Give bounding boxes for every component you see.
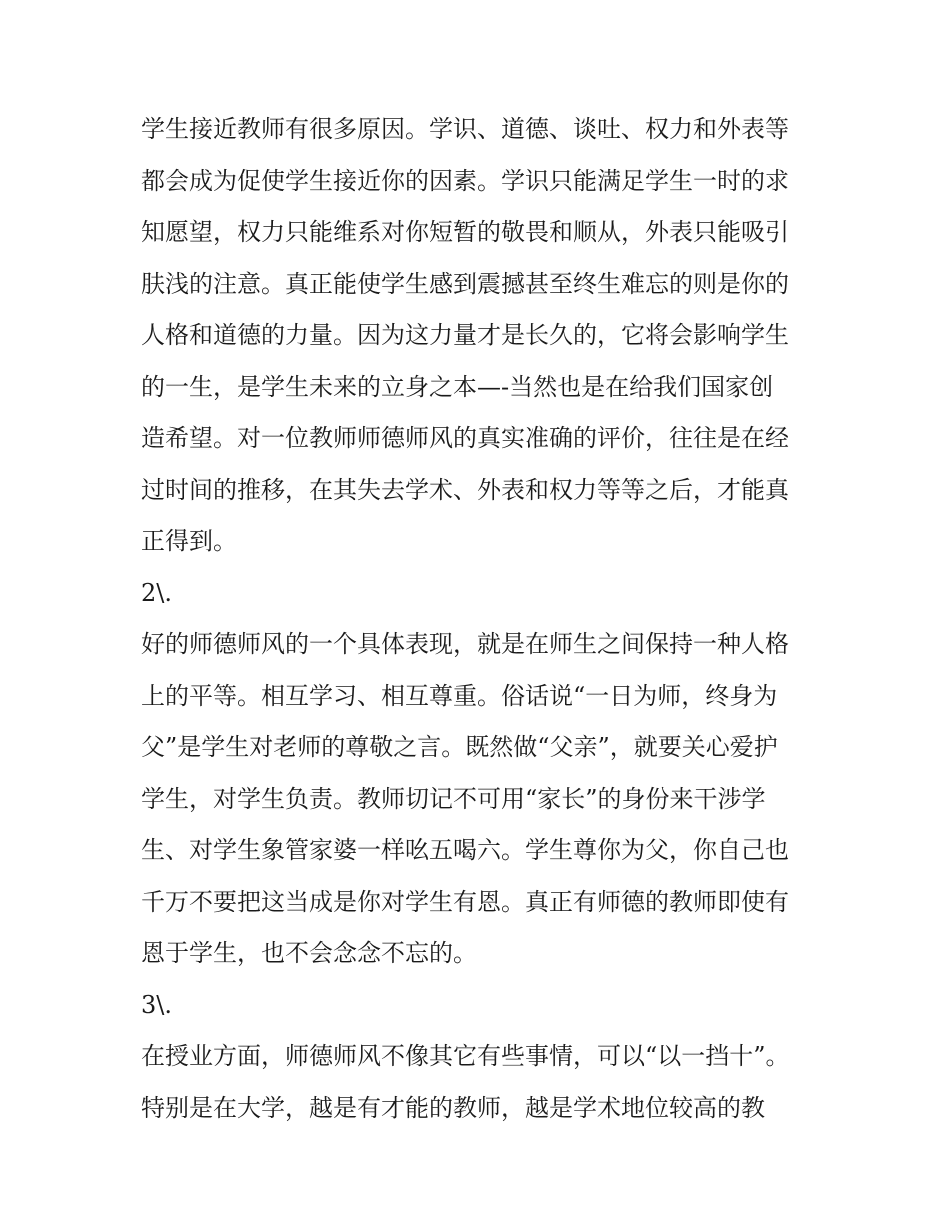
text-line: 知愿望，权力只能维系对你短暂的敬畏和顺从，外表只能吸引 <box>141 218 789 246</box>
text-line: 学生接近教师有很多原因。学识、道德、谈吐、权力和外表等 <box>141 115 789 143</box>
section-number-3: 3\. <box>141 990 172 1019</box>
text-line: 好的师德师风的一个具体表现，就是在师生之间保持一种人格 <box>141 630 789 658</box>
text-line: 千万不要把这当成是你对学生有恩。真正有师德的教师即使有 <box>141 887 789 916</box>
document-body <box>141 104 821 1134</box>
text-line: 都会成为促使学生接近你的因素。学识只能满足学生一时的求 <box>141 166 789 195</box>
text-line: 父”是学生对老师的尊敬之言。既然做“父亲”，就要关心爱护 <box>141 733 778 761</box>
text-line: 过时间的推移，在其失去学术、外表和权力等等之后，才能真 <box>141 475 789 504</box>
text-line: 肤浅的注意。真正能使学生感到震撼甚至终生难忘的则是你的 <box>141 269 789 298</box>
text-line: 上的平等。相互学习、相互尊重。俗话说“一日为师，终身为 <box>141 681 778 710</box>
text-line: 特别是在大学，越是有才能的教师，越是学术地位较高的教 <box>141 1093 765 1122</box>
text-line: 人格和道德的力量。因为这力量才是长久的，它将会影响学生 <box>141 321 789 349</box>
paragraph-1 <box>141 104 821 568</box>
section-number-2: 2\. <box>141 578 172 607</box>
text-line: 生、对学生象管家婆一样吆五喝六。学生尊你为父，你自己也 <box>141 836 789 864</box>
text-line: 造希望。对一位教师师德师风的真实准确的评价，往往是在经 <box>141 424 789 452</box>
text-line: 正得到。 <box>141 527 237 555</box>
paragraph-2 <box>141 619 821 980</box>
text-line: 恩于学生，也不会念念不忘的。 <box>141 939 477 967</box>
text-line: 学生，对学生负责。教师切记不可用“家长”的身份来干涉学 <box>141 784 766 813</box>
paragraph-3 <box>141 1031 821 1134</box>
text-line: 的一生，是学生未来的立身之本—-当然也是在给我们国家创 <box>141 372 774 401</box>
text-line: 在授业方面，师德师风不像其它有些事情，可以“以一挡十”。 <box>141 1042 790 1070</box>
